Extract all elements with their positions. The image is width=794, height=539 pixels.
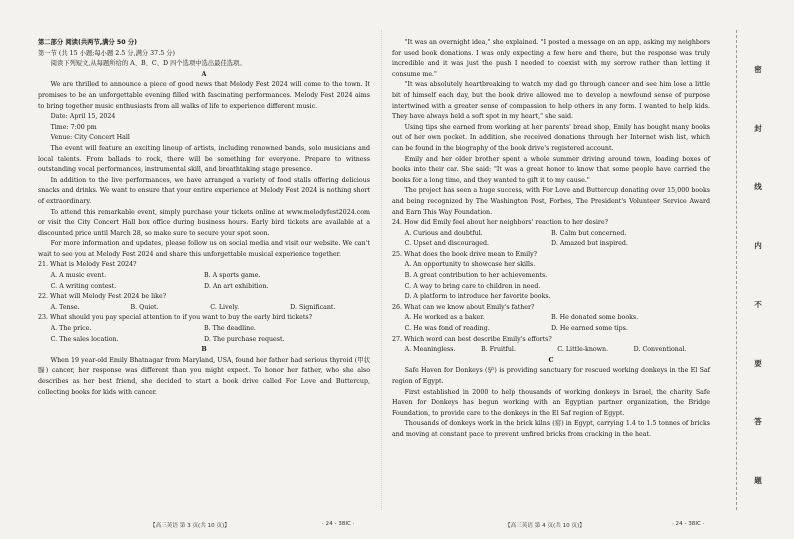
- binding-char: 答: [754, 417, 762, 427]
- option: A. Tense.: [50, 303, 80, 311]
- passage-label-a: A: [201, 70, 207, 78]
- passage-c-paragraph: First established in 2000 to help thousands of working donkeys in Israel, the charity Safe Haven for Donkeys has begun working with an Egyptian partner organization, the Bridge Foundation, to provide care to the donkeys in the El Saf region of Egypt.: [392, 388, 710, 417]
- option: C. He was fond of reading.: [404, 325, 490, 333]
- question-24-options: [392, 229, 710, 250]
- right-page-footer: 【高三英语 第 4 页(共 10 页)】: [505, 523, 585, 529]
- event-date: Date: April 15, 2024: [50, 113, 116, 121]
- option: B. Quiet.: [130, 303, 159, 311]
- question-21: 21. What is Melody Fest 2024?: [38, 261, 137, 269]
- option: D. Amazed but inspired.: [551, 240, 628, 248]
- passage-a-paragraph: The event will feature an exciting lineup of artists, including renowned bands, solo musicians and local talents. From ballads to rock, there will be something for everyone. Prepare to witness outstanding vocal performances, instrumental skill, and breathtaking stage presence.: [38, 144, 370, 174]
- part-title: 第一节 (共 15 小题;每小题 2.5 分,满分 37.5 分): [38, 49, 175, 57]
- binding-char: 内: [754, 241, 762, 251]
- passage-b-paragraph: Using tips she earned from working at her parents' bread shop, Emily has bought many books out of her own pocket. In addition, she received donations through her Internet wish list, which can be found in the biography of the book drive's registered account.: [392, 123, 710, 152]
- option: B. A sports game.: [204, 272, 261, 280]
- right-column: [392, 38, 710, 441]
- option: B. A great contribution to her achievements.: [404, 272, 548, 280]
- passage-a-paragraph: We are thrilled to announce a piece of good news that Melody Fest 2024 will come to the town. It promises to be an unforgettable evening filled with fascinating performances. Melody Fest 2024 aims to bring together music enthusiasts from all walks of life to experience different music.: [38, 81, 370, 110]
- binding-margin-notice: [748, 40, 768, 510]
- passage-b-paragraph: The project has seen a huge success, with For Love and Buttercup donating over 15,000 books and being recognized by The Washington Post, Forbes, The President's Volunteer Service Award and Earn This Way Foundation.: [392, 187, 710, 216]
- option: A. A music event.: [50, 272, 107, 280]
- binding-char: 要: [754, 358, 762, 368]
- option: C. A writing contest.: [50, 282, 117, 290]
- option: D. The purchase request.: [204, 335, 285, 343]
- binding-char: 封: [754, 123, 762, 133]
- binding-line: [736, 30, 738, 510]
- instruction: 阅读下列短文,从每题所给的 A、B、C、D 四个选项中选出最佳选项。: [50, 60, 246, 68]
- option: C. Lively.: [210, 303, 240, 311]
- binding-char: 密: [754, 64, 762, 74]
- option: B. The deadline.: [204, 325, 256, 333]
- page-fold: [381, 30, 382, 510]
- question-21-options: [38, 271, 370, 292]
- option: C. The sales location.: [50, 335, 119, 343]
- binding-char: 线: [754, 182, 762, 192]
- option: D. An art exhibition.: [204, 282, 269, 290]
- passage-b-paragraph: "It was an overnight idea," she explained. "I posted a message on an app, asking my neighbors for used book donations. I was only expecting a few here and there, but the response was truly incredible and it was just the push I needed to coexist with my sorrow rather than letting it consume me.": [392, 39, 710, 78]
- passage-label-b: B: [201, 346, 207, 354]
- option: D. A platform to introduce her favorite books.: [404, 293, 551, 301]
- binding-char: 不: [754, 299, 762, 309]
- option: A. Meaningless.: [404, 346, 456, 354]
- passage-label-c: C: [548, 356, 554, 364]
- left-page-code: · 24 - 38IC ·: [322, 521, 355, 527]
- question-23: 23. What should you pay special attention to if you want to buy the early bird tickets?: [38, 314, 313, 322]
- question-24: 24. How did Emily feel about her neighbors' reaction to her desire?: [392, 219, 608, 227]
- event-time: Time: 7:00 pm: [50, 123, 97, 131]
- option: D. Conventional.: [633, 346, 687, 354]
- question-26-options: [392, 313, 710, 334]
- option: D. Significant.: [290, 303, 336, 311]
- option: C. Upset and discouraged.: [404, 240, 490, 248]
- passage-a-paragraph: For more information and updates, please follow us on social media and visit our website. We can't wait to see you at Melody Fest 2024 and share this unforgettable musical experience together.: [38, 240, 370, 258]
- option: A. An opportunity to showcase her skills.: [404, 261, 536, 269]
- option: B. Fruitful.: [480, 346, 516, 354]
- option: B. He donated some books.: [551, 314, 639, 322]
- question-22: 22. What will Melody Fest 2024 be like?: [38, 293, 167, 301]
- question-27: 27. Which word can best describe Emily's efforts?: [392, 335, 552, 343]
- passage-a-paragraph: In addition to the live performances, we have arranged a variety of food stalls offering delicious snacks and drinks. We want to ensure that your entire experience at Melody Fest 2024 is nothing short of extraordinary.: [38, 176, 370, 205]
- passage-b-paragraph: "It was absolutely heartbreaking to watch my dad go through cancer and see him lose a little bit of himself each day, but the book drive allowed me to develop a newfound sense of purpose intertwined with a greater sense of compassion to help others in any form. I wanted to help kids. They have always held a soft spot in my heart," she said.: [392, 81, 710, 121]
- question-26: 26. What can we know about Emily's father?: [392, 303, 535, 311]
- question-25: 25. What does the book drive mean to Emily?: [392, 250, 538, 258]
- question-22-options: [38, 303, 370, 314]
- option: C. A way to bring care to children in need.: [404, 282, 541, 290]
- passage-c-paragraph: Thousands of donkeys work in the brick kilns (窑) in Egypt, carrying 1.4 to 1.5 tonnes of bricks and moving at constant pace to prevent unfired bricks from cracking in the heat.: [392, 420, 710, 438]
- left-column: [38, 38, 370, 398]
- binding-char: 题: [754, 476, 762, 486]
- right-page-code: · 24 - 38IC ·: [672, 521, 705, 527]
- left-page-footer: 【高三英语 第 3 页(共 10 页)】: [150, 523, 230, 529]
- option: A. Curious and doubtful.: [404, 229, 483, 237]
- option: A. The price.: [50, 325, 92, 333]
- option: B. Calm but concerned.: [551, 229, 627, 237]
- question-27-options: [392, 345, 710, 356]
- section-title: 第二部分 阅读(共两节,满分 50 分): [38, 39, 138, 46]
- passage-a-paragraph: To attend this remarkable event, simply purchase your tickets online at www.melodyfest2024.com or visit the City Concert Hall box office during business hours. Early bird tickets are available at a discounted price until March 28, so make sure to secure your spot soon.: [38, 208, 370, 237]
- passage-c-paragraph: Safe Haven for Donkeys (驴) is providing sanctuary for rescued working donkeys in the El Saf region of Egypt.: [392, 367, 710, 385]
- question-23-options: [38, 324, 370, 345]
- option: A. He worked as a baker.: [404, 314, 485, 322]
- passage-b-paragraph: When 19 year-old Emily Bhatnagar from Maryland, USA, found her father had serious thyroid (甲状腺) cancer, her response was different than you might expect. To honor her father, who she also describes as her best friend, she decided to start a book drive called For Love and Buttercup, collecting books for kids with cancer.: [38, 356, 370, 396]
- passage-b-paragraph: Emily and her older brother spent a whole summer driving around town, loading boxes of books into their car. She said: "It was a great honor to know that some people have carried the books for a long time, and they wanted to gift it to my cause.": [392, 155, 710, 184]
- option: D. He earned some tips.: [551, 325, 628, 333]
- option: C. Little-known.: [557, 346, 609, 354]
- event-venue: Venue: City Concert Hall: [50, 134, 130, 142]
